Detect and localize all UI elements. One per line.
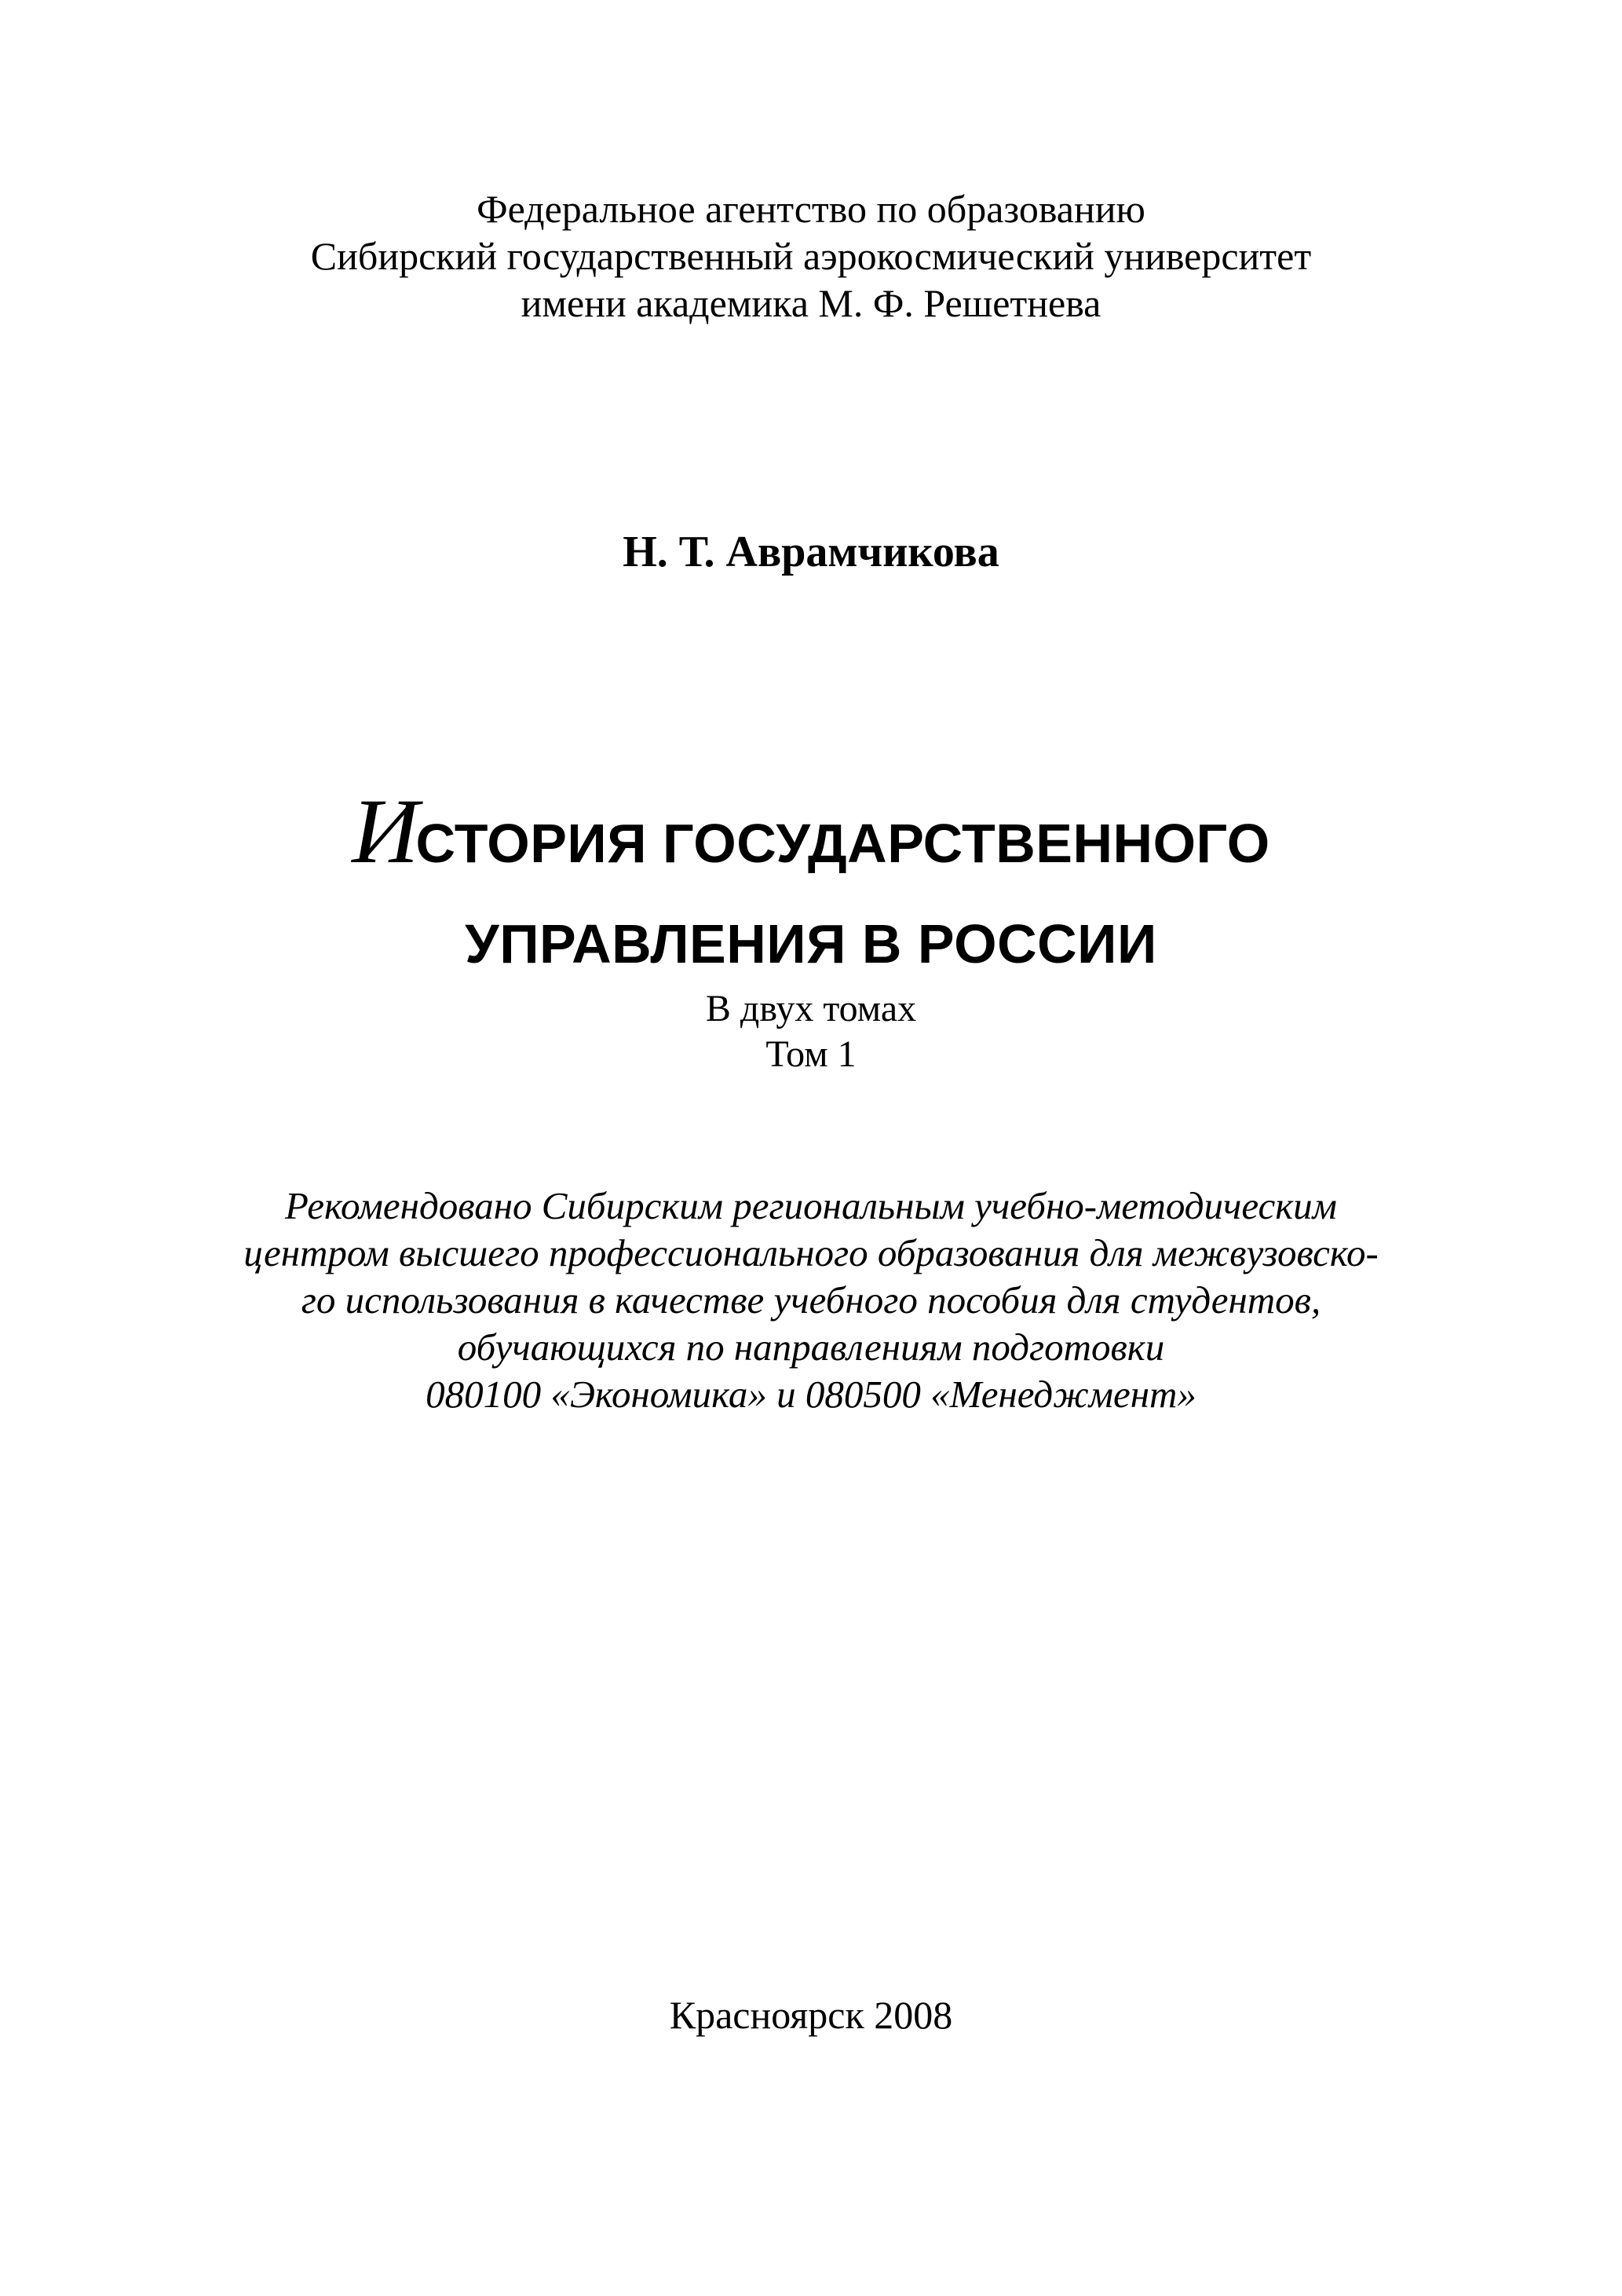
author-name: Н. Т. Аврамчикова xyxy=(623,528,999,576)
title-line-1-text: СТОРИЯ ГОСУДАРСТВЕННОГО xyxy=(415,813,1270,874)
publisher-line-named-after: имени академика М. Ф. Решетнева xyxy=(521,281,1101,325)
recommendation-line: центром высшего профессионального образования для межвузовско- xyxy=(243,1231,1379,1274)
recommendation-line: 080100 «Экономика» и 080500 «Менеджмент» xyxy=(426,1373,1196,1416)
book-title-line-2: УПРАВЛЕНИЯ В РОССИИ xyxy=(465,913,1157,974)
title-dropcap: И xyxy=(352,780,416,883)
publisher-line-agency: Федеральное агентство по образованию xyxy=(477,187,1145,231)
recommendation-text xyxy=(0,1183,1622,1418)
volume-number: Том 1 xyxy=(765,1033,857,1075)
volume-count: В двух томах xyxy=(705,988,917,1029)
imprint-city-year: Красноярск 2008 xyxy=(669,1993,953,2037)
publisher-line-university: Сибирский государственный аэрокосмический университет xyxy=(310,234,1312,278)
recommendation-line: Рекомендовано Сибирским региональным учебно-методическим xyxy=(285,1184,1337,1227)
book-title-line-1 xyxy=(0,781,1622,894)
recommendation-line: го использования в качестве учебного пособия для студентов, xyxy=(301,1278,1321,1322)
publisher-block xyxy=(0,185,1622,327)
volume-info xyxy=(0,986,1622,1077)
book-title xyxy=(0,781,1622,994)
recommendation-line: обучающихся по направлениям подготовки xyxy=(457,1325,1165,1369)
